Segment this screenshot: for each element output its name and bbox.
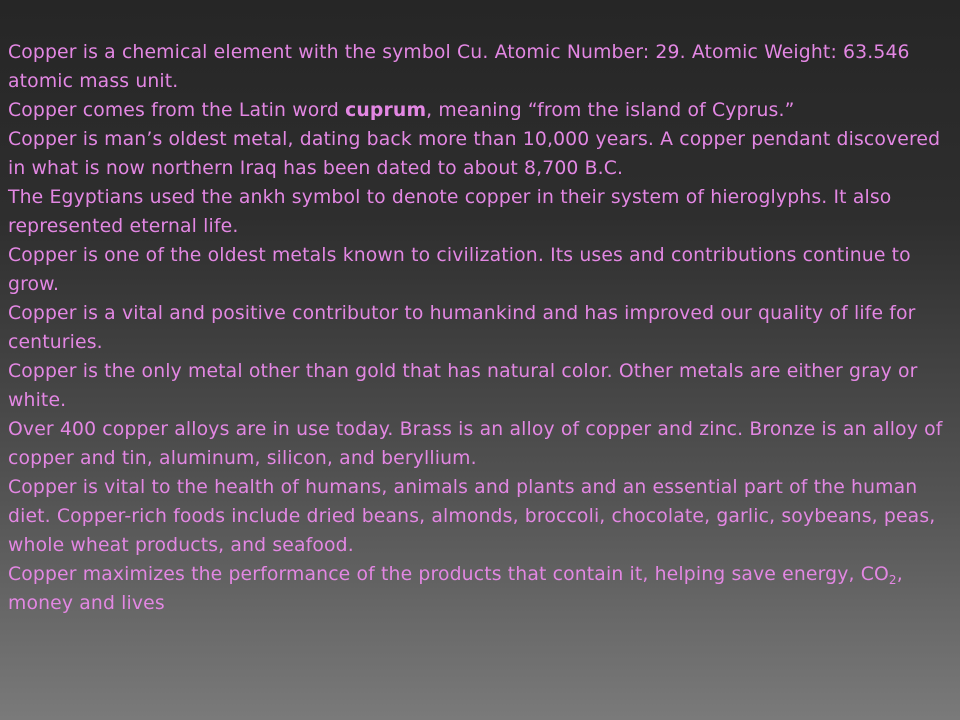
paragraph-alloys: Over 400 copper alloys are in use today. Brass is an alloy of copper and zinc. Bronze is an alloy of copper and tin, aluminum, silicon, and beryllium. <box>8 419 943 469</box>
paragraph-performance <box>8 560 952 618</box>
paragraph-vital-contributor: Copper is a vital and positive contributor to humankind and has improved our quality of life for centuries. <box>8 303 916 353</box>
paragraph-oldest-metal: Copper is man’s oldest metal, dating back more than 10,000 years. A copper pendant discovered in what is now northern Iraq has been dated to about 8,700 B.C. <box>8 129 941 179</box>
co2-subscript: 2 <box>888 573 897 587</box>
paragraph-latin-origin-after: , meaning “from the island of Cyprus.” <box>426 100 795 121</box>
paragraph-performance-after: , money and lives <box>8 564 903 614</box>
latin-term-cuprum: cuprum <box>345 100 427 121</box>
paragraph-natural-color: Copper is the only metal other than gold that has natural color. Other metals are either gray or white. <box>8 361 918 411</box>
paragraph-egyptian-ankh: The Egyptians used the ankh symbol to denote copper in their system of hieroglyphs. It also represented eternal life. <box>8 187 892 237</box>
slide-body-text <box>8 38 952 618</box>
paragraph-performance-before: Copper maximizes the performance of the products that contain it, helping save energy, CO <box>8 564 889 585</box>
paragraph-known-to-civilization: Copper is one of the oldest metals known to civilization. Its uses and contributions continue to grow. <box>8 245 911 295</box>
paragraph-latin-origin-before: Copper comes from the Latin word <box>8 100 346 121</box>
paragraph-health-diet: Copper is vital to the health of humans, animals and plants and an essential part of the human diet. Copper-rich foods include dried beans, almonds, broccoli, chocolate, garlic, soybeans, peas, whole wheat products, and seafood. <box>8 477 936 556</box>
paragraph-atomic-data: Copper is a chemical element with the symbol Cu. Atomic Number: 29. Atomic Weight: 63.546 atomic mass unit. <box>8 42 910 92</box>
paragraph-latin-origin <box>8 96 952 125</box>
